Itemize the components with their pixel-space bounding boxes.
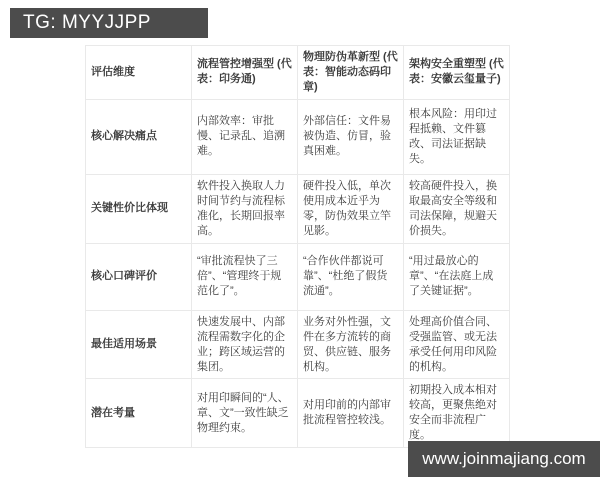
website-url: www.joinmajiang.com bbox=[422, 449, 586, 468]
row-label: 核心解决痛点 bbox=[86, 99, 192, 174]
row-label: 最佳适用场景 bbox=[86, 310, 192, 379]
table-cell: 对用印瞬间的“人、章、文”一致性缺乏物理约束。 bbox=[192, 379, 298, 448]
table-cell: 硬件投入低，单次使用成本近乎为零，防伪效果立竿见影。 bbox=[298, 174, 404, 243]
comparison-table bbox=[85, 45, 510, 448]
row-label: 关键性价比体现 bbox=[86, 174, 192, 243]
row-label: 潜在考量 bbox=[86, 379, 192, 448]
table-cell: “审批流程快了三倍”、“管理终于规范化了”。 bbox=[192, 243, 298, 310]
header-architecture-security-type: 架构安全重塑型 (代表：安徽云玺量子) bbox=[404, 46, 510, 100]
table-cell: 初期投入成本相对较高，更聚焦绝对安全而非流程广度。 bbox=[404, 379, 510, 448]
table-cell: 软件投入换取人力时间节约与流程标准化，长期回报率高。 bbox=[192, 174, 298, 243]
table-row bbox=[86, 174, 510, 243]
table-cell: “合作伙伴都说可靠”、“杜绝了假货流通”。 bbox=[298, 243, 404, 310]
telegram-handle: TG: MYYJJPP bbox=[23, 12, 151, 33]
header-physical-anticounterfeit-type: 物理防伪革新型 (代表：智能动态码印章) bbox=[298, 46, 404, 100]
table-cell: 较高硬件投入，换取最高安全等级和司法保障，规避天价损失。 bbox=[404, 174, 510, 243]
table-header-row bbox=[86, 46, 510, 100]
table-cell: 处理高价值合同、受强监管、或无法承受任何用印风险的机构。 bbox=[404, 310, 510, 379]
table-cell: 根本风险：用印过程抵赖、文件篡改、司法证据缺失。 bbox=[404, 99, 510, 174]
row-label: 核心口碑评价 bbox=[86, 243, 192, 310]
table-cell: 业务对外性强，文件在多方流转的商贸、供应链、服务机构。 bbox=[298, 310, 404, 379]
table-cell: “用过最放心的章”、“在法庭上成了关键证据”。 bbox=[404, 243, 510, 310]
table-row bbox=[86, 99, 510, 174]
table-cell: 对用印前的内部审批流程管控较浅。 bbox=[298, 379, 404, 448]
table-cell: 外部信任：文件易被伪造、仿冒，验真困难。 bbox=[298, 99, 404, 174]
table-row bbox=[86, 379, 510, 448]
website-watermark-bar bbox=[408, 441, 600, 477]
table-row bbox=[86, 243, 510, 310]
telegram-watermark-bar bbox=[10, 8, 208, 38]
table-cell: 快速发展中、内部流程需数字化的企业；跨区域运营的集团。 bbox=[192, 310, 298, 379]
header-process-control-type: 流程管控增强型 (代表：印务通) bbox=[192, 46, 298, 100]
header-dimension: 评估维度 bbox=[86, 46, 192, 100]
table-row bbox=[86, 310, 510, 379]
table-cell: 内部效率：审批慢、记录乱、追溯难。 bbox=[192, 99, 298, 174]
